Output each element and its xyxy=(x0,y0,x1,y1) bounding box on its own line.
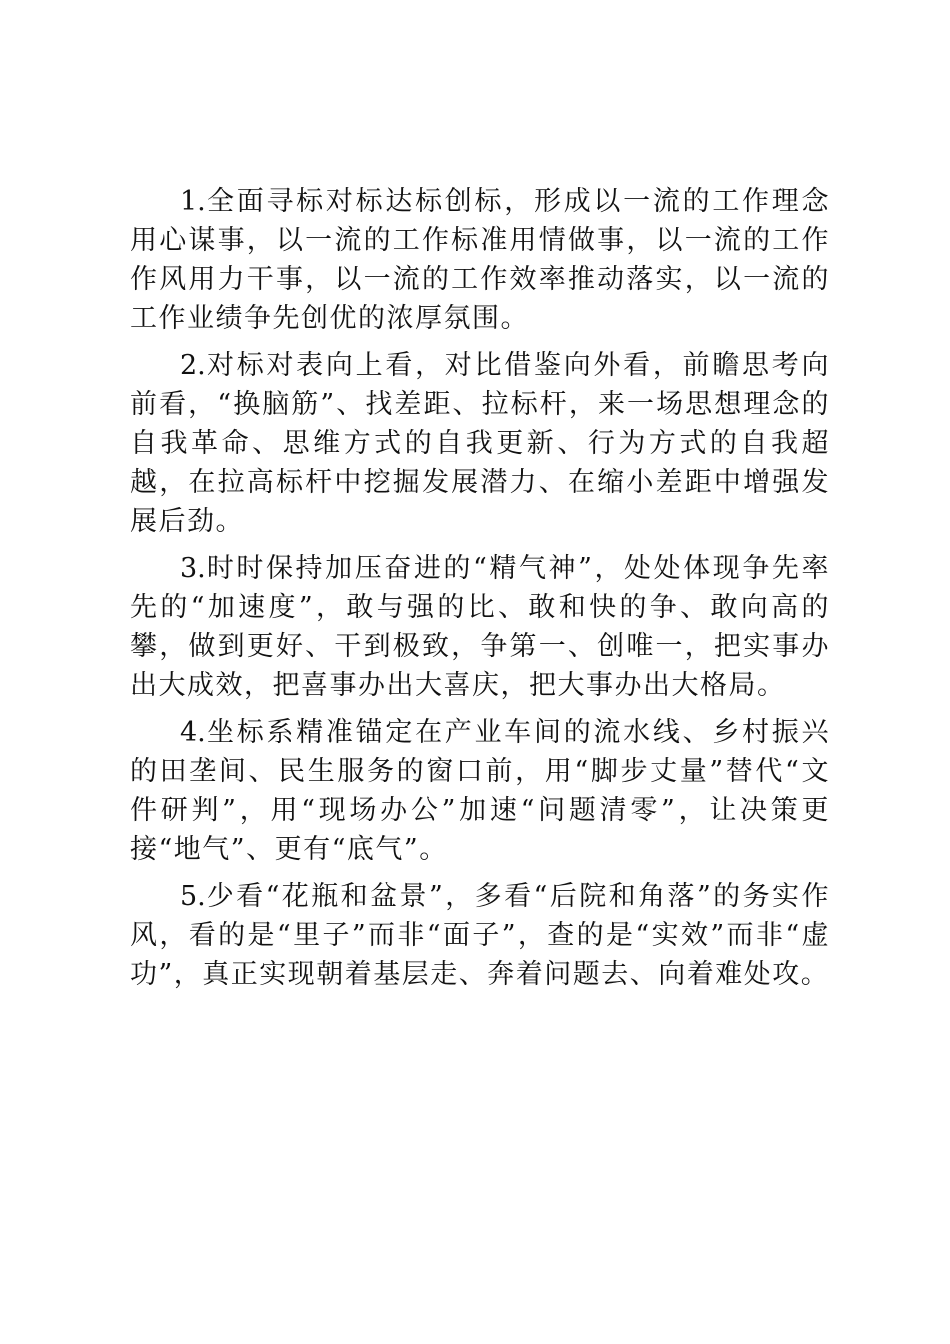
paragraph-text: 对标对表向上看，对比借鉴向外看，前瞻思考向前看，“换脑筋”、找差距、拉标杆，来一场思想理念的自我革命、思维方式的自我更新、行为方式的自我超越，在拉高标杆中挖掘发展潜力、在缩小差距中增强发展后劲。 xyxy=(130,350,830,537)
paragraph-text: 全面寻标对标达标创标，形成以一流的工作理念用心谋事，以一流的工作标准用情做事，以一流的工作作风用力干事，以一流的工作效率推动落实，以一流的工作业绩争先创优的浓厚氛围。 xyxy=(130,186,830,334)
paragraph-number: 4. xyxy=(180,717,206,748)
document-body xyxy=(130,182,830,1002)
paragraph-number: 3. xyxy=(180,553,206,584)
paragraph-5 xyxy=(130,877,830,994)
paragraph-3 xyxy=(130,549,830,705)
paragraph-2 xyxy=(130,346,830,541)
paragraph-number: 2. xyxy=(180,350,206,381)
paragraph-text: 少看“花瓶和盆景”，多看“后院和角落”的务实作风，看的是“里子”而非“面子”，查的是“实效”而非“虚功”，真正实现朝着基层走、奔着问题去、向着难处攻。 xyxy=(130,881,830,990)
paragraph-number: 1. xyxy=(180,186,206,217)
paragraph-1 xyxy=(130,182,830,338)
paragraph-text: 坐标系精准锚定在产业车间的流水线、乡村振兴的田垄间、民生服务的窗口前，用“脚步丈量”替代“文件研判”，用“现场办公”加速“问题清零”，让决策更接“地气”、更有“底气”。 xyxy=(130,717,830,865)
paragraph-text: 时时保持加压奋进的“精气神”，处处体现争先率先的“加速度”，敢与强的比、敢和快的争、敢向高的攀，做到更好、干到极致，争第一、创唯一，把实事办出大成效，把喜事办出大喜庆，把大事办出大格局。 xyxy=(130,553,830,701)
paragraph-4 xyxy=(130,713,830,869)
paragraph-number: 5. xyxy=(180,881,206,912)
